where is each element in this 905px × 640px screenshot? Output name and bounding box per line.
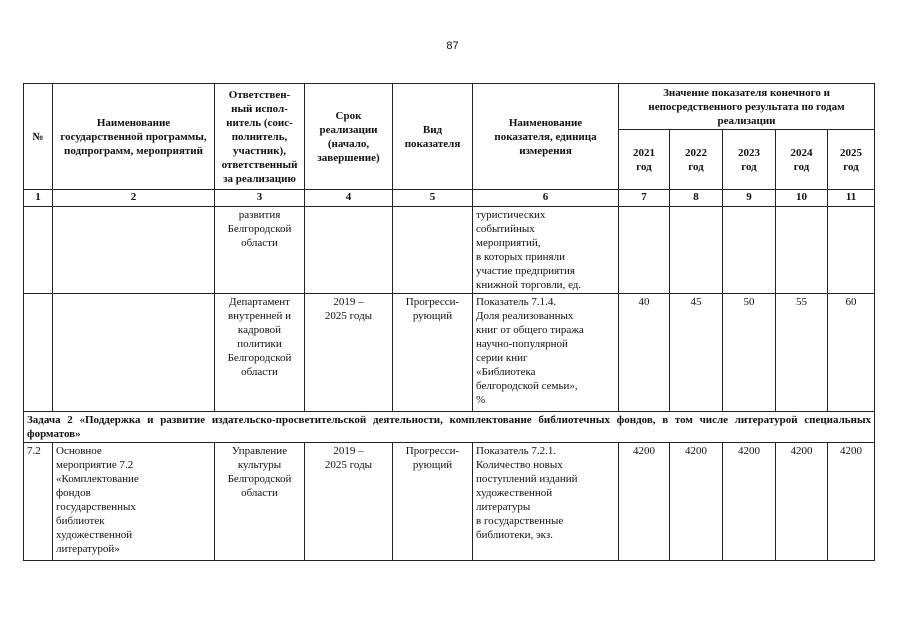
header-year-2025: 2025 год bbox=[828, 130, 875, 190]
row-value-2024 bbox=[776, 207, 828, 294]
column-number: 2 bbox=[53, 190, 215, 207]
task-row bbox=[24, 412, 875, 443]
task-title: Задача 2 «Поддержка и развитие издательско-просветительской деятельности, комплектование библиотечных фондов, в том числе литературой специальных форматов» bbox=[24, 412, 875, 443]
row-term: 2019 – 2025 годы bbox=[305, 443, 393, 561]
header-program-name: Наименование государственной программы, подпрограмм, мероприятий bbox=[53, 84, 215, 190]
column-number: 10 bbox=[776, 190, 828, 207]
row-value-2023 bbox=[723, 207, 776, 294]
row-term bbox=[305, 207, 393, 294]
column-number: 8 bbox=[670, 190, 723, 207]
row-indicator-name: Показатель 7.1.4. Доля реализованных книг от общего тиража научно-популярной серии книг «Библиотека белгородской семьи», % bbox=[473, 294, 619, 412]
header-year-2024: 2024 год bbox=[776, 130, 828, 190]
table-row bbox=[24, 443, 875, 561]
row-indicator-type bbox=[393, 207, 473, 294]
row-value-2024: 55 bbox=[776, 294, 828, 412]
table-row bbox=[24, 294, 875, 412]
row-value-2021: 4200 bbox=[619, 443, 670, 561]
row-responsible: развития Белгородской области bbox=[215, 207, 305, 294]
row-value-2021 bbox=[619, 207, 670, 294]
header-year-2023: 2023 год bbox=[723, 130, 776, 190]
row-program-name bbox=[53, 294, 215, 412]
row-value-2021: 40 bbox=[619, 294, 670, 412]
row-indicator-type: Прогресси- рующий bbox=[393, 294, 473, 412]
row-program-name: Основное мероприятие 7.2 «Комплектование фондов государственных библиотек художественной литературой» bbox=[53, 443, 215, 561]
table-row bbox=[24, 207, 875, 294]
column-numbers-row bbox=[24, 190, 875, 207]
column-number: 3 bbox=[215, 190, 305, 207]
page-number: 87 bbox=[446, 40, 459, 52]
column-number: 9 bbox=[723, 190, 776, 207]
row-responsible: Департамент внутренней и кадровой политики Белгородской области bbox=[215, 294, 305, 412]
header-indicator-name: Наименование показателя, единица измерения bbox=[473, 84, 619, 190]
header-year-2021: 2021 год bbox=[619, 130, 670, 190]
column-number: 1 bbox=[24, 190, 53, 207]
column-number: 11 bbox=[828, 190, 875, 207]
header-values-by-year: Значение показателя конечного и непосредственного результата по годам реализации bbox=[619, 84, 875, 130]
row-indicator-name: туристических событийных мероприятий, в которых приняли участие предприятия книжной торговли, ед. bbox=[473, 207, 619, 294]
header-responsible: Ответствен- ный испол- нитель (соис- полнитель, участник), ответственный за реализацию bbox=[215, 84, 305, 190]
row-value-2022 bbox=[670, 207, 723, 294]
row-value-2025 bbox=[828, 207, 875, 294]
row-indicator-name: Показатель 7.2.1. Количество новых поступлений изданий художественной литературы в государственные библиотеки, экз. bbox=[473, 443, 619, 561]
indicators-table bbox=[23, 83, 875, 561]
row-value-2023: 4200 bbox=[723, 443, 776, 561]
row-responsible: Управление культуры Белгородской области bbox=[215, 443, 305, 561]
row-value-2022: 45 bbox=[670, 294, 723, 412]
row-value-2024: 4200 bbox=[776, 443, 828, 561]
row-number bbox=[24, 294, 53, 412]
row-program-name bbox=[53, 207, 215, 294]
row-value-2023: 50 bbox=[723, 294, 776, 412]
row-indicator-type: Прогресси- рующий bbox=[393, 443, 473, 561]
row-value-2025: 60 bbox=[828, 294, 875, 412]
column-number: 4 bbox=[305, 190, 393, 207]
row-term: 2019 – 2025 годы bbox=[305, 294, 393, 412]
header-year-2022: 2022 год bbox=[670, 130, 723, 190]
row-value-2025: 4200 bbox=[828, 443, 875, 561]
column-number: 7 bbox=[619, 190, 670, 207]
header-no: № bbox=[24, 84, 53, 190]
header-term: Срок реализации (начало, завершение) bbox=[305, 84, 393, 190]
row-value-2022: 4200 bbox=[670, 443, 723, 561]
row-number bbox=[24, 207, 53, 294]
column-number: 6 bbox=[473, 190, 619, 207]
header-indicator-type: Вид показателя bbox=[393, 84, 473, 190]
column-number: 5 bbox=[393, 190, 473, 207]
row-number: 7.2 bbox=[24, 443, 53, 561]
